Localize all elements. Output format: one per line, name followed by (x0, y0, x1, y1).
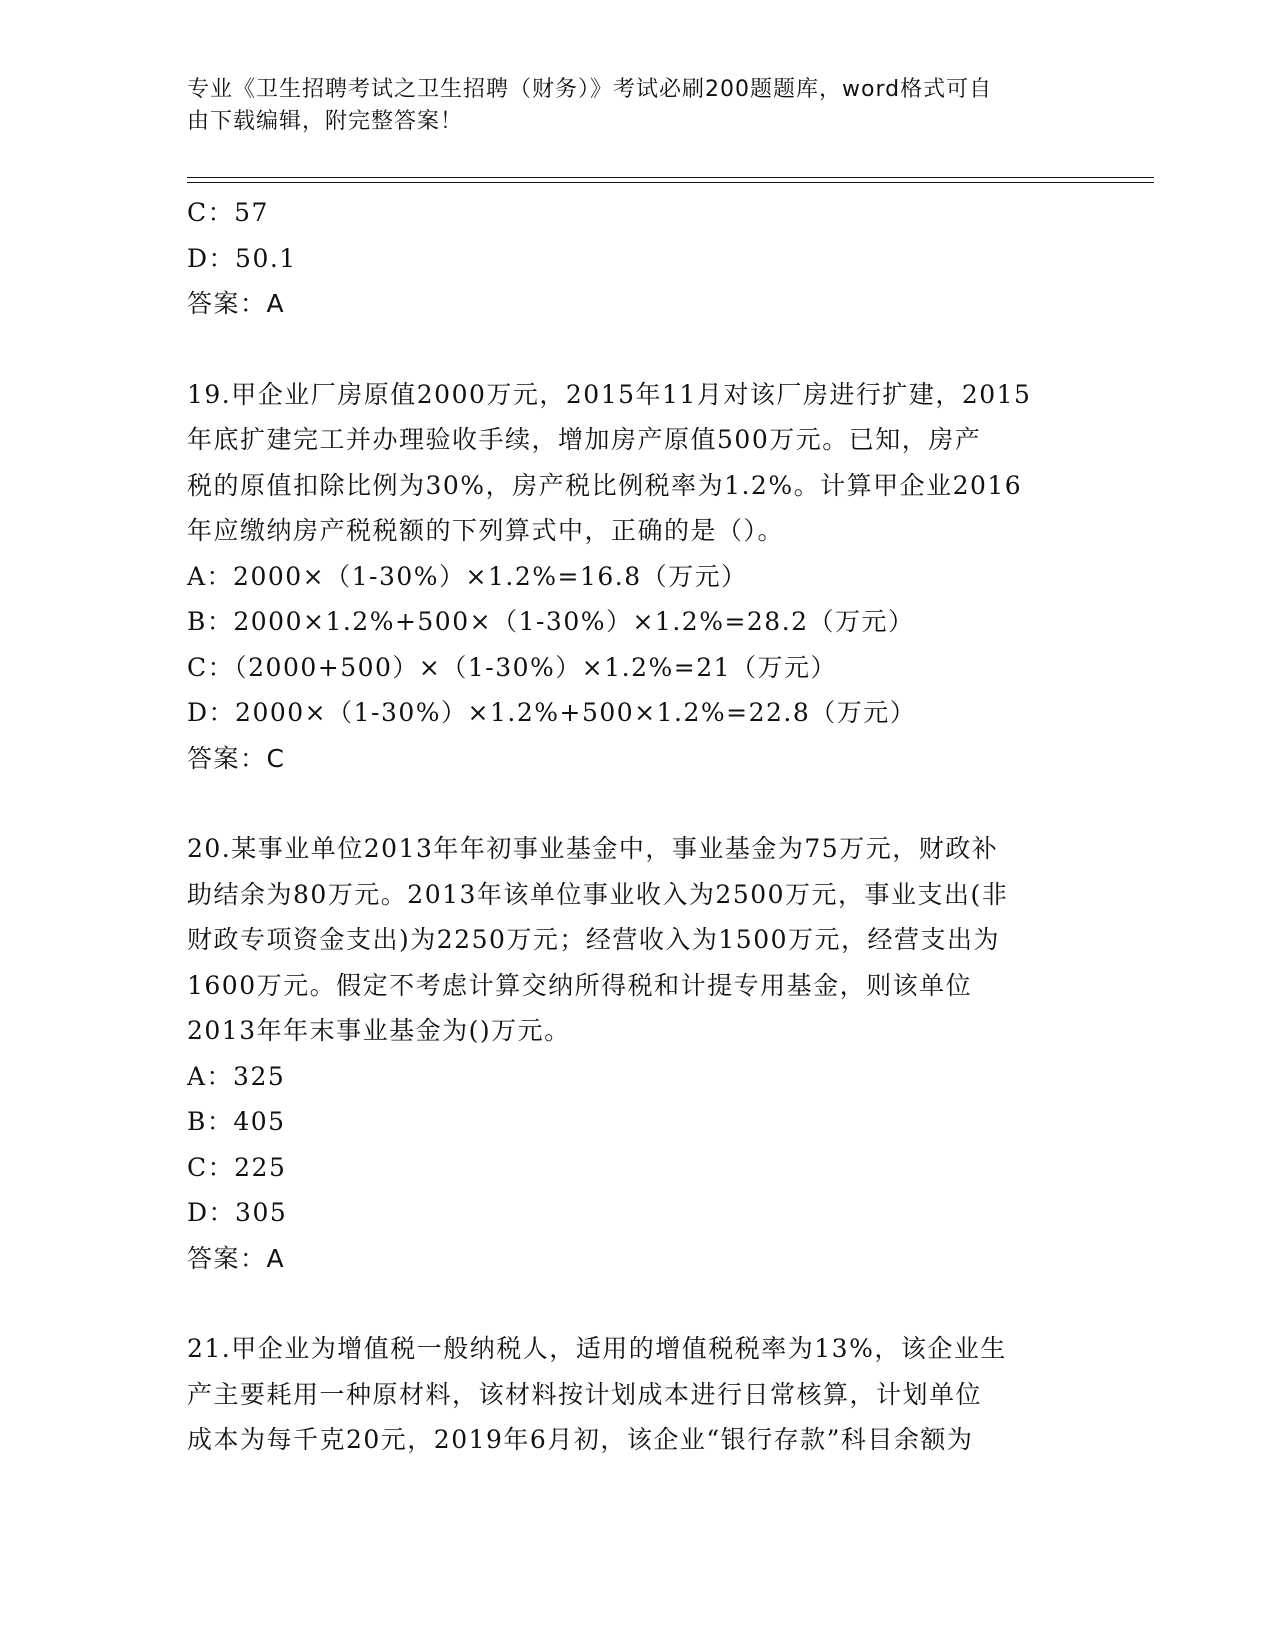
header-title-line-2: 由下载编辑，附完整答案！ (187, 109, 464, 134)
option-b: B：405 (187, 1107, 286, 1136)
option-b: B：2000×1.2%+500×（1-30%）×1.2%=28.2（万元） (187, 607, 915, 636)
question-stem-line: 21.甲企业为增值税一般纳税人，适用的增值税税率为13%，该企业生 (187, 1334, 1007, 1363)
option-d: D：50.1 (187, 243, 297, 273)
option-a: A：2000×（1-30%）×1.2%=16.8（万元） (187, 561, 748, 591)
spacer (187, 327, 1087, 372)
option-a: A：325 (187, 1061, 286, 1091)
option-c: C：（2000+500）×（1-30%）×1.2%=21（万元） (187, 652, 838, 682)
question-stem-line: 助结余为80万元。2013年该单位事业收入为2500万元，事业支出(非 (187, 879, 1009, 909)
question-18-tail (187, 190, 1087, 327)
question-stem-line: 19.甲企业厂房原值2000万元，2015年11月对该厂房进行扩建，2015 (187, 379, 1032, 409)
option-d: D：2000×（1-30%）×1.2%+500×1.2%=22.8（万元） (187, 698, 917, 727)
document-header (187, 74, 1087, 138)
spacer (187, 781, 1087, 826)
header-divider-bottom (187, 182, 1154, 183)
question-stem-line: 20.某事业单位2013年年初事业基金中，事业基金为75万元，财政补 (187, 834, 999, 863)
question-19 (187, 372, 1087, 782)
option-c: C：225 (187, 1152, 287, 1182)
question-21 (187, 1326, 1087, 1463)
answer-label: 答案：C (187, 743, 286, 773)
question-stem-line: 1600万元。假定不考虑计算交纳所得税和计提专用基金，则该单位 (187, 970, 973, 1000)
option-c: C：57 (187, 198, 269, 227)
answer-label: 答案：A (187, 289, 286, 318)
question-stem-line: 产主要耗用一种原材料，该材料按计划成本进行日常核算，计划单位 (187, 1379, 983, 1409)
question-20 (187, 826, 1087, 1281)
question-stem-line: 2013年年末事业基金为()万元。 (187, 1016, 571, 1045)
question-stem-line: 财政专项资金支出)为2250万元；经营收入为1500万元，经营支出为 (187, 925, 1001, 954)
question-stem-line: 年底扩建完工并办理验收手续，增加房产原值500万元。已知，房产 (187, 425, 982, 454)
question-stem-line: 税的原值扣除比例为30%，房产税比例税率为1.2%。计算甲企业2016 (187, 470, 1023, 500)
question-stem-line: 成本为每千克20元，2019年6月初，该企业“银行存款”科目余额为 (187, 1425, 974, 1454)
spacer (187, 1281, 1087, 1326)
answer-label: 答案：A (187, 1243, 286, 1273)
question-stem-line: 年应缴纳房产税税额的下列算式中，正确的是（）。 (187, 516, 785, 545)
option-d: D：305 (187, 1198, 288, 1227)
header-divider-top (187, 177, 1154, 178)
header-title-line-1: 专业《卫生招聘考试之卫生招聘（财务）》考试必刷200题题库，word格式可自 (187, 77, 993, 102)
document-body (187, 190, 1087, 1463)
